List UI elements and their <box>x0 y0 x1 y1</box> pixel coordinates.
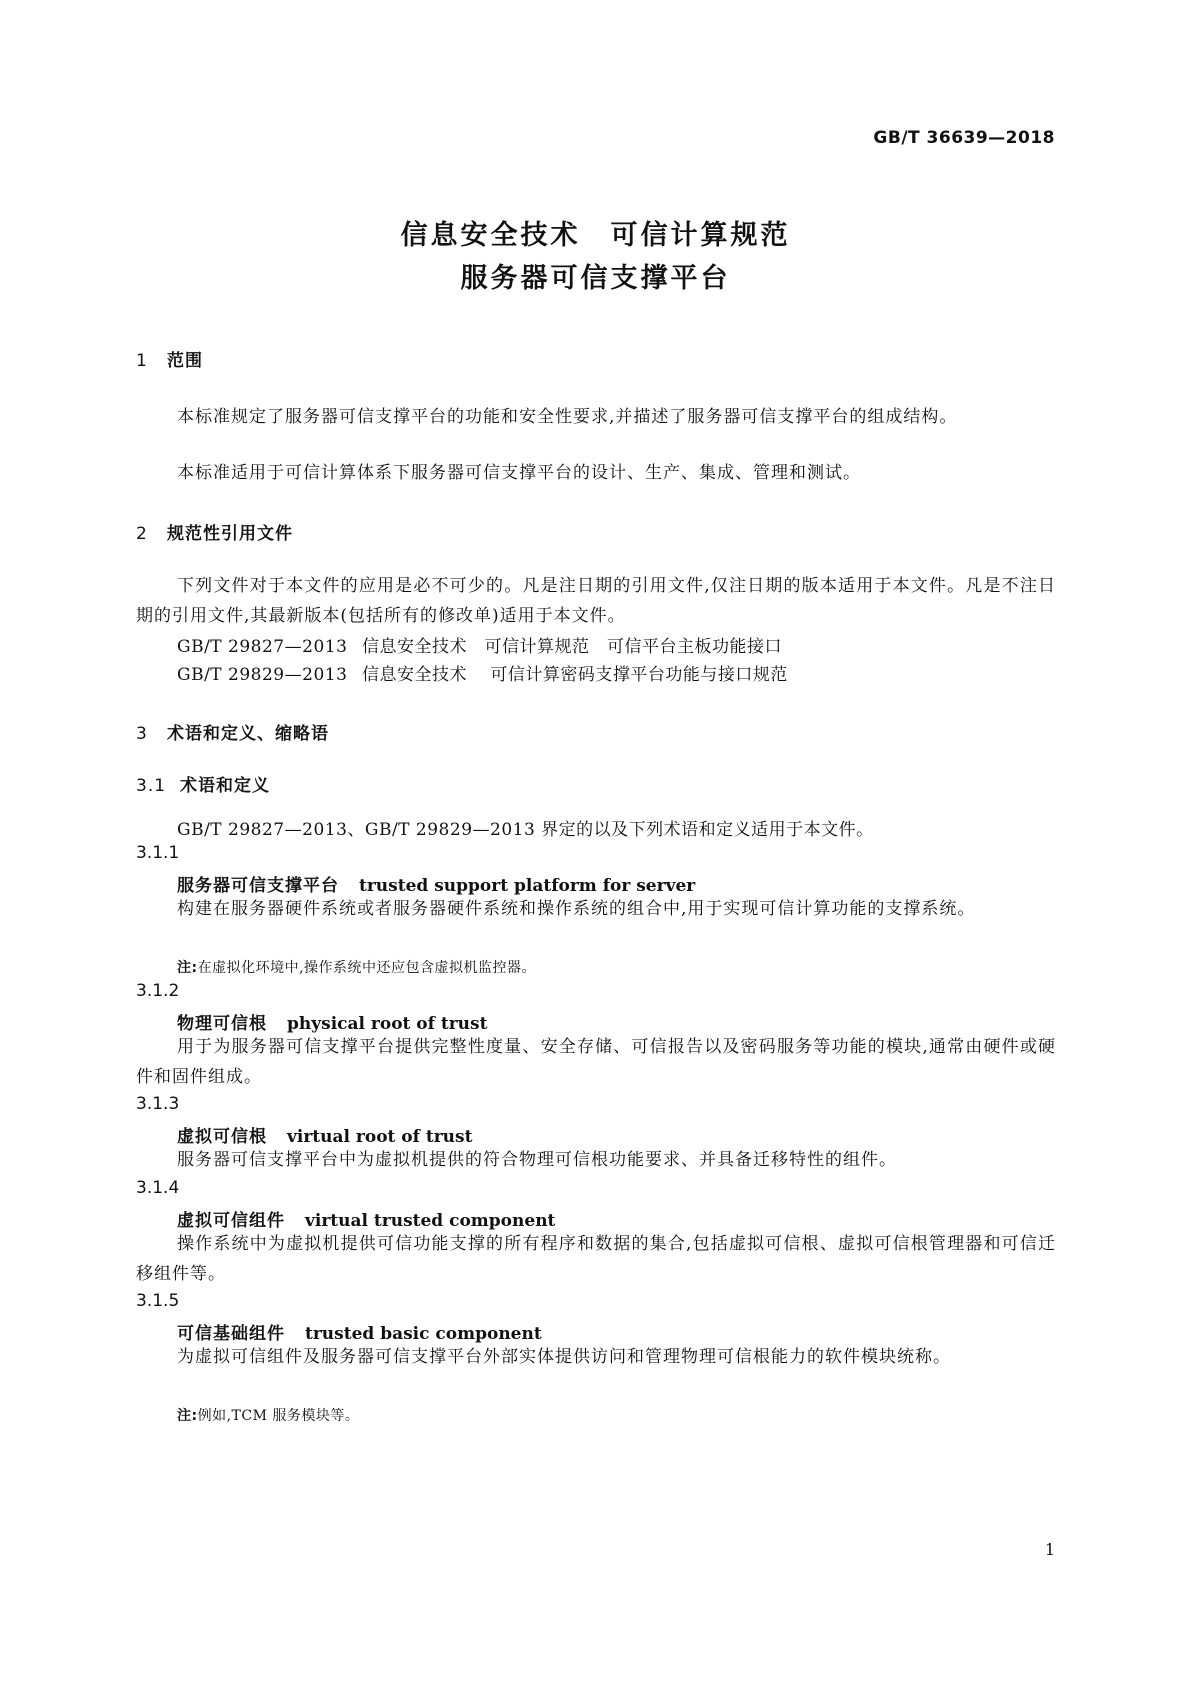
normative-reference-1 <box>177 632 782 657</box>
subsection-number: 3.1 <box>136 776 167 796</box>
reference-code: GB/T 29827—2013 <box>177 637 348 657</box>
term-heading <box>177 871 695 896</box>
term-definition: 为虚拟可信组件及服务器可信支撑平台外部实体提供访问和管理物理可信根能力的软件模块统称。 <box>177 1347 951 1367</box>
note-label: 注: <box>177 960 198 976</box>
term-english: trusted support platform for server <box>359 876 696 896</box>
subsection-3-1-heading <box>136 771 270 796</box>
term-chinese: 虚拟可信组件 <box>177 1211 285 1231</box>
reference-title: 信息安全技术 可信计算规范 可信平台主板功能接口 <box>362 637 782 657</box>
term-chinese: 物理可信根 <box>177 1014 267 1034</box>
section-1-paragraph-1: 本标准规定了服务器可信支撑平台的功能和安全性要求,并描述了服务器可信支撑平台的组成结构。 <box>177 407 958 427</box>
term-definition: 服务器可信支撑平台中为虚拟机提供的符合物理可信根功能要求、并具备迁移特性的组件。 <box>177 1150 897 1170</box>
term-heading <box>177 1206 555 1231</box>
section-number: 3 <box>136 724 148 744</box>
normative-reference-2 <box>177 660 788 685</box>
term-number: 3.1.1 <box>136 843 180 863</box>
term-heading <box>177 1009 487 1034</box>
section-3-heading <box>136 719 329 744</box>
section-title: 范围 <box>167 351 203 371</box>
subsection-3-1-intro: GB/T 29827—2013、GB/T 29829—2013 界定的以及下列术语和定义适用于本文件。 <box>177 820 874 840</box>
note-text: 在虚拟化环境中,操作系统中还应包含虚拟机监控器。 <box>197 960 537 976</box>
term-definition: 构建在服务器硬件系统或者服务器硬件系统和操作系统的组合中,用于实现可信计算功能的支撑系统。 <box>177 899 976 919</box>
reference-title: 信息安全技术 可信计算密码支撑平台功能与接口规范 <box>362 665 788 685</box>
note-text: 例如,TCM 服务模块等。 <box>197 1408 360 1424</box>
section-title: 术语和定义、缩略语 <box>167 724 329 744</box>
section-number: 2 <box>136 524 148 544</box>
term-number: 3.1.3 <box>136 1094 180 1114</box>
section-1-heading <box>136 346 203 371</box>
term-note <box>177 1405 359 1425</box>
section-2-paragraph-1: 下列文件对于本文件的应用是必不可少的。凡是注日期的引用文件,仅注日期的版本适用于本文件。凡是不注日期的引用文件,其最新版本(包括所有的修改单)适用于本文件。 <box>136 576 1056 626</box>
term-definition: 操作系统中为虚拟机提供可信功能支撑的所有程序和数据的集合,包括虚拟可信根、虚拟可信根管理器和可信迁移组件等。 <box>136 1234 1056 1284</box>
term-number: 3.1.2 <box>136 981 180 1001</box>
document-title-line-1: 信息安全技术 可信计算规范 <box>400 220 791 251</box>
section-1-paragraph-2: 本标准适用于可信计算体系下服务器可信支撑平台的设计、生产、集成、管理和测试。 <box>177 463 861 483</box>
term-number: 3.1.5 <box>136 1291 180 1311</box>
term-english: physical root of trust <box>287 1014 488 1034</box>
standard-code: GB/T 36639—2018 <box>873 128 1055 148</box>
page-number: 1 <box>1044 1540 1055 1559</box>
term-chinese: 服务器可信支撑平台 <box>177 876 339 896</box>
section-number: 1 <box>136 351 148 371</box>
term-english: trusted basic component <box>305 1324 542 1344</box>
term-chinese: 可信基础组件 <box>177 1324 285 1344</box>
term-english: virtual root of trust <box>287 1127 473 1147</box>
term-chinese: 虚拟可信根 <box>177 1127 267 1147</box>
term-english: virtual trusted component <box>305 1211 556 1231</box>
subsection-title: 术语和定义 <box>180 776 270 796</box>
section-title: 规范性引用文件 <box>167 524 293 544</box>
section-2-heading <box>136 519 293 544</box>
term-heading <box>177 1122 472 1147</box>
document-title-line-2: 服务器可信支撑平台 <box>460 263 731 294</box>
term-number: 3.1.4 <box>136 1178 180 1198</box>
note-label: 注: <box>177 1408 198 1424</box>
reference-code: GB/T 29829—2013 <box>177 665 348 685</box>
term-note <box>177 957 536 977</box>
term-definition: 用于为服务器可信支撑平台提供完整性度量、安全存储、可信报告以及密码服务等功能的模块,通常由硬件或硬件和固件组成。 <box>136 1037 1056 1087</box>
term-heading <box>177 1319 542 1344</box>
